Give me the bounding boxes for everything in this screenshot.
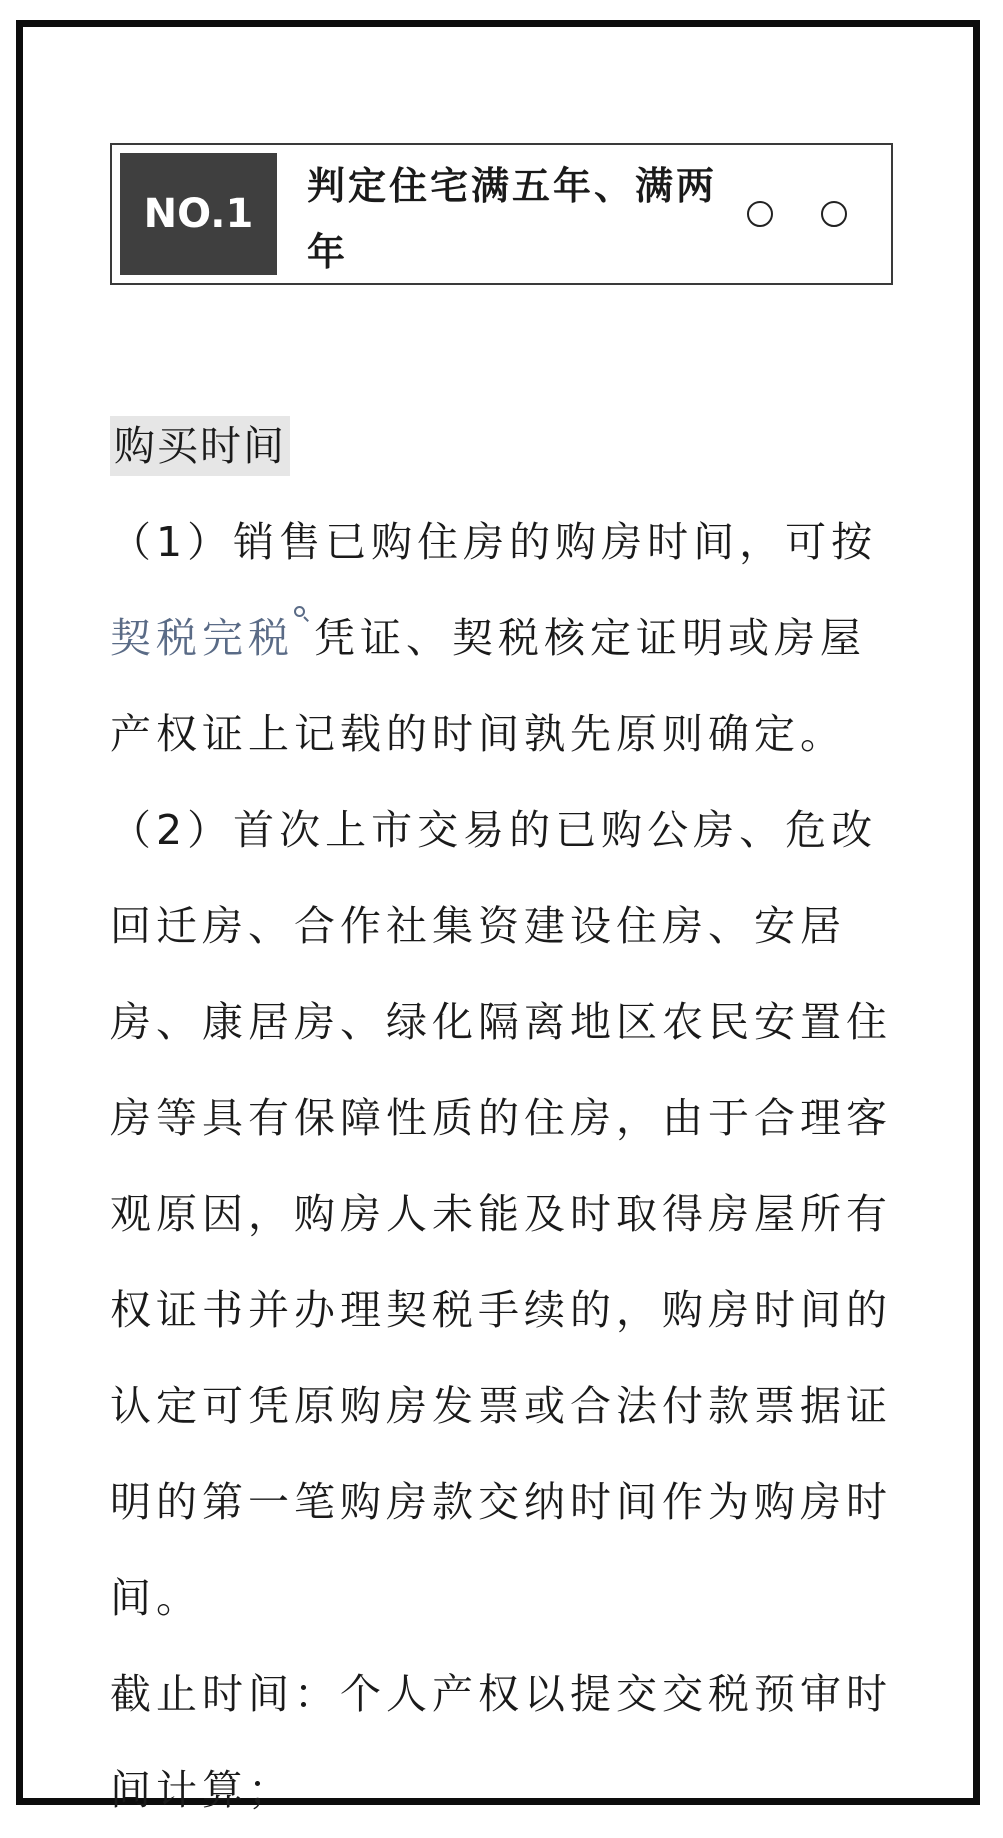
circle-icon <box>821 201 847 227</box>
paragraph-1 <box>110 494 900 782</box>
section-number-badge: NO.1 <box>120 153 277 275</box>
section-header <box>110 143 893 285</box>
keyword-link[interactable]: 契税完税 <box>110 614 294 662</box>
search-icon[interactable] <box>294 606 310 622</box>
section-title: 判定住宅满五年、满两年 <box>307 164 718 274</box>
paragraph-2: （2）首次上市交易的已购公房、危改回迁房、合作社集资建设住房、安居房、康居房、绿化隔离地区农民安置住房等具有保障性质的住房，由于合理客观原因，购房人未能及时取得房屋所有权证书并办理契税手续的，购房时间的认定可凭原购房发票或合法付款票据证明的第一笔购房款交纳时间作为购房时间。 <box>110 806 892 1622</box>
article-body <box>110 398 900 1838</box>
paragraph-1-text-end: 凭证、契税核定证明或房屋产权证上记载的时间孰先原则确定。 <box>110 614 866 758</box>
paragraph-1-text-start: （1）销售已购住房的购房时间，可按 <box>110 518 878 566</box>
paragraph-3: 截止时间：个人产权以提交交税预审时间计算； <box>110 1670 892 1814</box>
circle-icon <box>747 201 773 227</box>
subsection-label: 购买时间 <box>110 416 290 476</box>
decorative-circles <box>747 145 887 283</box>
